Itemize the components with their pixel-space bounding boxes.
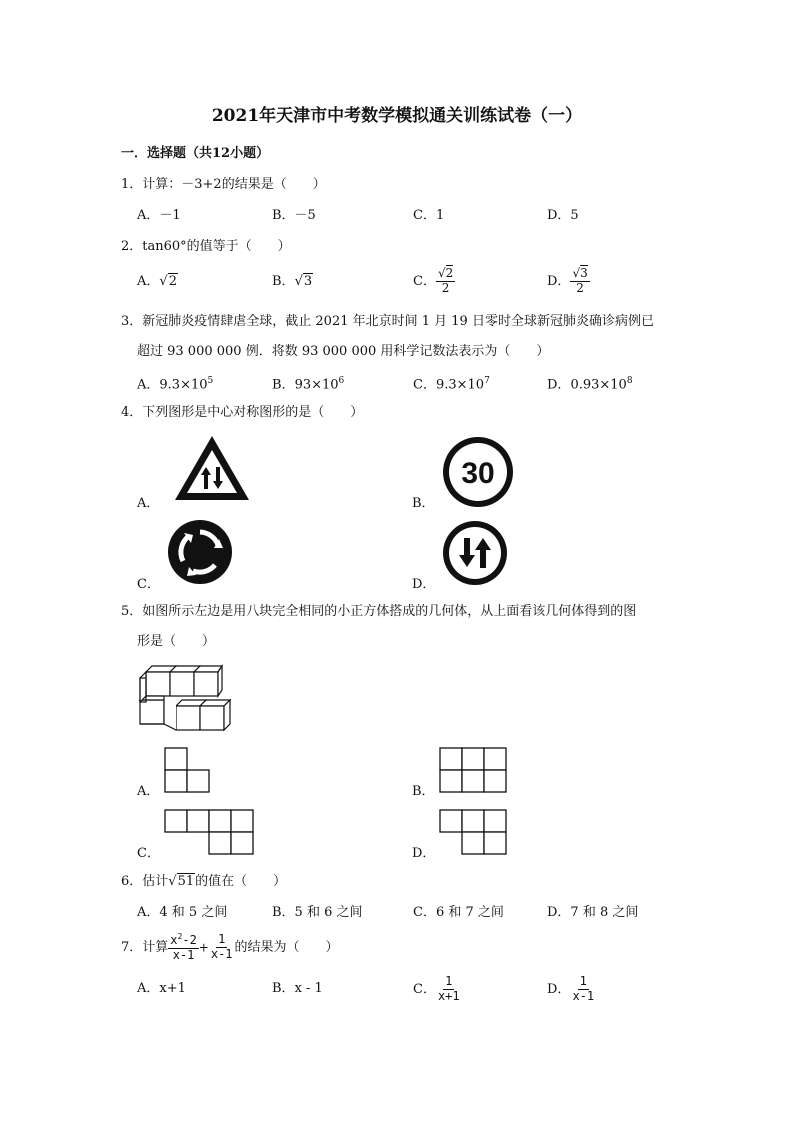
plus-sign: + xyxy=(198,940,209,955)
option-text: x - 1 xyxy=(294,981,323,996)
question-5-stem-line-1: 5．如图所示左边是用八块完全相同的小正方体搭成的几何体，从上面看该几何体得到的图 xyxy=(121,604,637,619)
option-letter: C． xyxy=(413,273,436,289)
option-letter: B． xyxy=(272,274,295,289)
q6-option-d: D．7 和 8 之间 xyxy=(547,905,639,920)
question-3-stem-line-2: 超过 93 000 000 例．将数 93 000 000 用科学记数法表示为（ ） xyxy=(137,344,550,359)
option-text: x+1 xyxy=(159,981,186,996)
option-letter: D． xyxy=(547,377,571,393)
fraction-denominator: x-1 xyxy=(172,947,195,962)
top-view-option-c xyxy=(164,809,258,857)
question-1-stem: 1．计算：－3+2的结果是（ ） xyxy=(121,177,326,192)
mantissa: 93×10 xyxy=(294,377,339,393)
numerator-base: x xyxy=(170,933,178,947)
sign-roundabout xyxy=(167,519,233,585)
fraction-denominator: 2 xyxy=(576,280,584,295)
exponent: 6 xyxy=(338,376,345,386)
q3-option-a xyxy=(137,377,213,391)
option-letter: D． xyxy=(547,273,571,289)
sign-two-way-arrows-circle xyxy=(442,520,508,586)
fraction-denominator: x+1 xyxy=(437,988,460,1003)
q6-option-c: C．6 和 7 之间 xyxy=(413,905,504,920)
sign-speed-limit-30 xyxy=(442,436,514,508)
fraction xyxy=(436,267,455,296)
q3-option-c xyxy=(413,377,490,391)
q7-option-c xyxy=(413,975,462,1004)
mantissa: 9.3×10 xyxy=(435,377,485,393)
radicand: 3 xyxy=(303,274,313,289)
q4-option-c: C． xyxy=(137,577,160,592)
q7-option-a xyxy=(137,982,186,995)
mantissa: 9.3×10 xyxy=(159,377,208,393)
sqrt-expression: √3 xyxy=(294,274,313,289)
option-letter: D． xyxy=(547,981,571,997)
page-title: 2021年天津市中考数学模拟通关训练试卷（一） xyxy=(211,106,583,126)
q3-option-b xyxy=(272,377,344,391)
q1-option-a: A．－1 xyxy=(137,208,181,223)
question-2-stem: 2．tan60°的值等于（ ） xyxy=(121,239,291,254)
q5-option-b: B． xyxy=(412,784,435,799)
q3-option-d xyxy=(547,377,633,391)
q2-option-a xyxy=(137,275,178,288)
mantissa: 0.93×10 xyxy=(570,377,627,393)
option-letter: A． xyxy=(137,377,160,393)
option-letter: A． xyxy=(137,274,160,289)
fraction-denominator: x-1 xyxy=(210,946,233,961)
top-view-option-b xyxy=(439,747,511,795)
section-header: 一．选择题（共12小题） xyxy=(121,146,270,161)
q4-option-b: B． xyxy=(412,496,435,511)
top-view-option-a xyxy=(164,747,212,795)
q5-option-c: C． xyxy=(137,846,160,861)
radicand: 2 xyxy=(445,266,454,280)
stem-suffix: 的结果为（ ） xyxy=(234,939,339,955)
question-7-stem xyxy=(121,932,339,963)
q5-option-a: A． xyxy=(137,784,160,799)
stem-prefix: 7．计算 xyxy=(121,939,169,955)
option-letter: C． xyxy=(413,377,436,393)
fraction-denominator: 2 xyxy=(441,280,450,295)
question-3-stem-line-1: 3．新冠肺炎疫情肆虐全球，截止 2021 年北京时间 1 月 19 日零时全球新冠肺炎确诊病例已 xyxy=(121,314,654,329)
q1-option-b: B．－5 xyxy=(272,208,316,223)
q2-option-d xyxy=(547,267,590,296)
radicand: 3 xyxy=(580,266,588,280)
q7-option-b xyxy=(272,982,323,995)
exponent: 5 xyxy=(207,376,214,386)
q7-option-d xyxy=(547,975,596,1004)
q1-option-c: C．1 xyxy=(413,208,445,223)
fraction-numerator: √3 xyxy=(572,266,588,280)
q2-option-b xyxy=(272,275,313,288)
fraction-2 xyxy=(209,933,235,962)
question-6-stem xyxy=(121,875,286,888)
sign-number: 30 xyxy=(461,457,495,490)
cube-solid-figure xyxy=(136,664,234,736)
q4-option-a: A． xyxy=(137,496,160,511)
exponent: 8 xyxy=(626,376,633,386)
question-5-stem-line-2: 形是（ ） xyxy=(137,634,216,649)
option-letter: A． xyxy=(137,981,160,996)
fraction xyxy=(436,975,462,1004)
fraction-numerator: 1 xyxy=(218,932,226,946)
fraction-numerator xyxy=(168,932,199,949)
q4-option-d: D． xyxy=(412,577,436,592)
sign-two-way-traffic-triangle xyxy=(172,433,252,503)
stem-prefix: 6．估计 xyxy=(121,874,169,889)
numerator-exponent: 2 xyxy=(177,932,183,941)
q6-option-b: B．5 和 6 之间 xyxy=(272,905,363,920)
fraction-1 xyxy=(168,932,199,963)
stem-suffix: 的值在（ ） xyxy=(195,874,287,889)
sqrt-expression: √2 xyxy=(159,274,177,289)
radicand: 51 xyxy=(177,874,195,889)
fraction-numerator: 1 xyxy=(579,974,587,988)
exponent: 7 xyxy=(484,376,490,386)
question-4-stem: 4．下列图形是中心对称图形的是（ ） xyxy=(121,405,364,420)
q5-option-d: D． xyxy=(412,846,436,861)
sqrt-expression: √51 xyxy=(168,874,195,889)
fraction-numerator: √2 xyxy=(437,266,454,280)
q6-option-a: A．4 和 5 之间 xyxy=(137,905,228,920)
option-letter: B． xyxy=(272,377,295,393)
fraction-numerator: 1 xyxy=(445,974,453,988)
top-view-option-d xyxy=(439,809,511,857)
fraction xyxy=(570,267,589,296)
radicand: 2 xyxy=(168,274,177,289)
q1-option-d: D．5 xyxy=(547,208,579,223)
option-letter: C． xyxy=(413,981,436,997)
fraction-denominator: x-1 xyxy=(572,988,595,1003)
q2-option-c xyxy=(413,267,455,296)
option-letter: B． xyxy=(272,981,295,996)
numerator-tail: -2 xyxy=(182,933,197,947)
fraction xyxy=(570,975,596,1004)
